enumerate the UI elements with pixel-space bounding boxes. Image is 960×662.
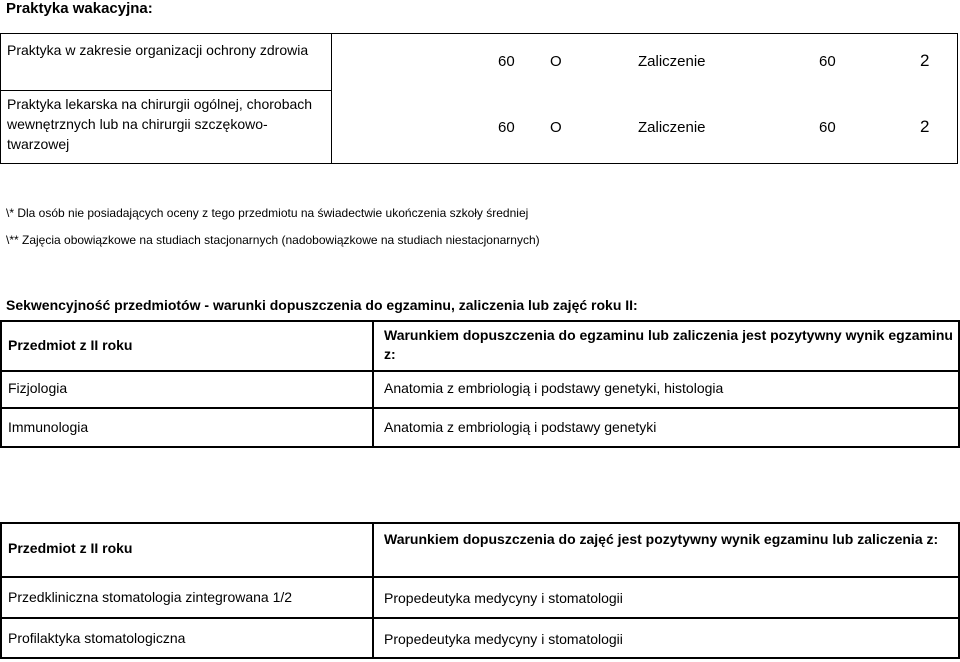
practice-hours: 60 bbox=[498, 53, 515, 70]
section-header: Praktyka wakacyjna: bbox=[6, 0, 153, 17]
practice-assessment: Zaliczenie bbox=[638, 53, 706, 70]
practice-hours: 60 bbox=[498, 119, 515, 136]
column-divider bbox=[372, 322, 374, 446]
subject-cell: Przedkliniczna stomatologia zintegrowana 1/2 bbox=[8, 589, 293, 605]
condition-cell: Propedeutyka medycyny i stomatologii bbox=[384, 631, 623, 647]
condition-cell: Anatomia z embriologią i podstawy genetyki bbox=[384, 419, 657, 435]
column-header-subject: Przedmiot z II roku bbox=[8, 540, 133, 556]
condition-cell: Propedeutyka medycyny i stomatologii bbox=[384, 590, 623, 606]
condition-cell: Anatomia z embriologią i podstawy genetyki, histologia bbox=[384, 380, 724, 396]
column-divider bbox=[331, 34, 332, 163]
practice-assessment: Zaliczenie bbox=[638, 119, 706, 136]
column-header-subject: Przedmiot z II roku bbox=[8, 337, 133, 353]
row-divider bbox=[2, 407, 958, 409]
row-divider bbox=[2, 576, 958, 578]
row-divider bbox=[2, 370, 958, 372]
subject-cell: Profilaktyka stomatologiczna bbox=[8, 630, 186, 646]
practice-ects: 2 bbox=[920, 51, 930, 70]
practice-table bbox=[0, 33, 958, 164]
class-conditions-table bbox=[0, 522, 960, 659]
practice-hours2: 60 bbox=[819, 53, 836, 70]
footnote: \** Zajęcia obowiązkowe na studiach stacjonarnych (nadobowiązkowe na studiach niestacjonarnych) bbox=[6, 233, 540, 247]
subject-cell: Immunologia bbox=[8, 419, 89, 435]
exam-conditions-table bbox=[0, 320, 960, 448]
column-header-condition: Warunkiem dopuszczenia do egzaminu lub zaliczenia jest pozytywny wynik egzaminu z: bbox=[384, 327, 953, 362]
practice-ects: 2 bbox=[920, 117, 930, 136]
practice-name: Praktyka lekarska na chirurgii ogólnej, chorobach wewnętrznych lub na chirurgii szczękowo-twarzowej bbox=[7, 96, 313, 152]
column-header-condition: Warunkiem dopuszczenia do zajęć jest pozytywny wynik egzaminu lub zaliczenia z: bbox=[384, 531, 939, 547]
practice-form: O bbox=[550, 119, 562, 136]
column-divider bbox=[372, 524, 374, 657]
practice-name: Praktyka w zakresie organizacji ochrony zdrowia bbox=[7, 42, 309, 58]
row-divider bbox=[2, 617, 958, 619]
practice-form: O bbox=[550, 53, 562, 70]
sequence-title: Sekwencyjność przedmiotów - warunki dopuszczenia do egzaminu, zaliczenia lub zajęć roku II: bbox=[6, 297, 638, 313]
footnote: \* Dla osób nie posiadających oceny z tego przedmiotu na świadectwie ukończenia szkoły średniej bbox=[6, 206, 529, 220]
subject-cell: Fizjologia bbox=[8, 380, 68, 396]
row-divider bbox=[1, 90, 331, 91]
practice-hours2: 60 bbox=[819, 119, 836, 136]
